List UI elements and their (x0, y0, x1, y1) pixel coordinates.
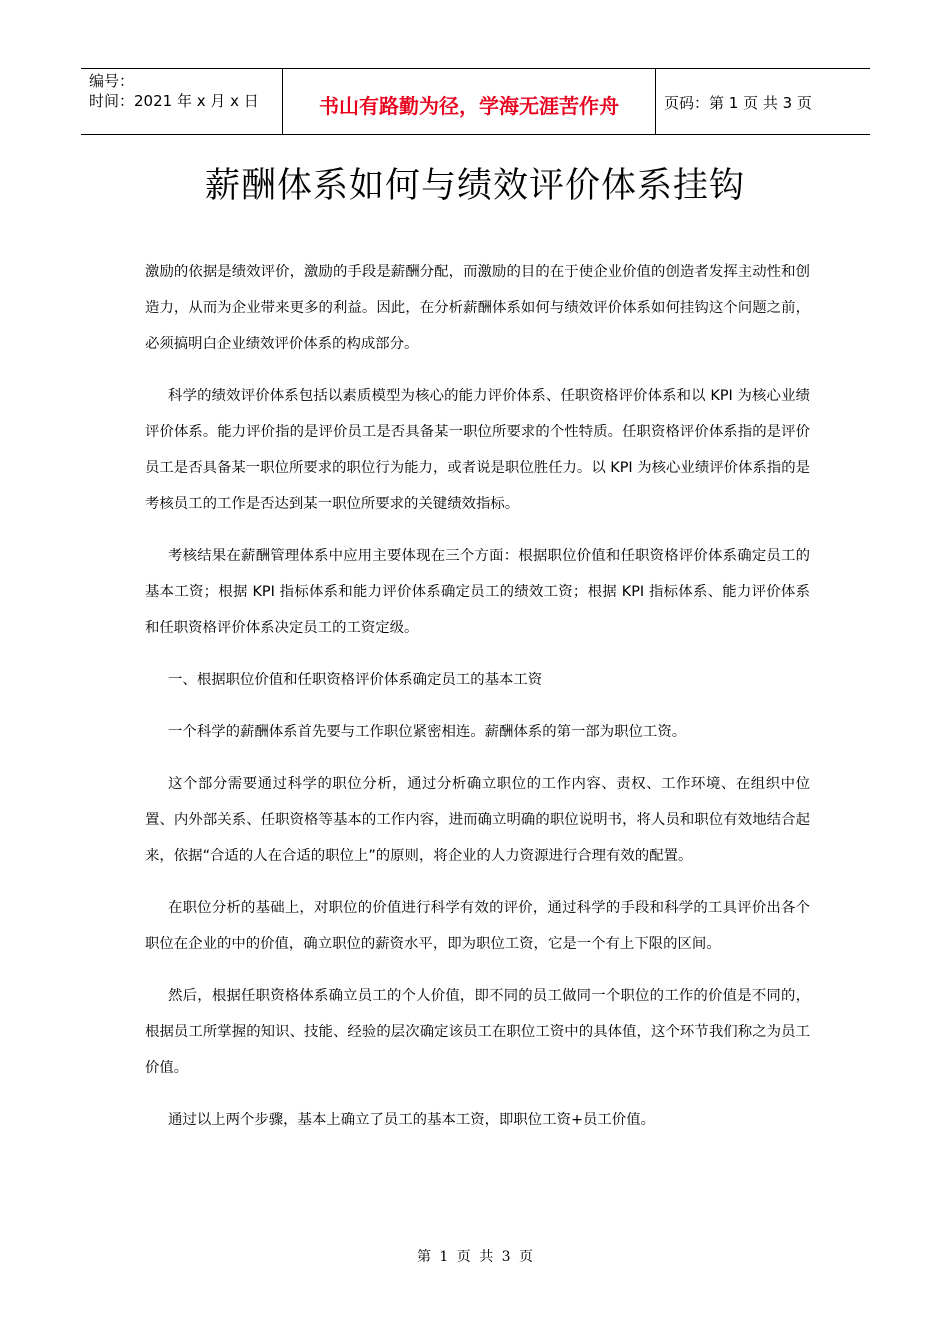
body-paragraph: 通过以上两个步骤，基本上确立了员工的基本工资，即职位工资+员工价值。 (168, 1112, 655, 1128)
document-body (145, 254, 810, 1138)
section-heading: 一、根据职位价值和任职资格评价体系确定员工的基本工资 (168, 672, 543, 688)
page-footer: 第 1 页 共 3 页 (416, 1249, 534, 1265)
document-title: 薪酬体系如何与绩效评价体系挂钩 (204, 166, 745, 206)
body-paragraph: 考核结果在薪酬管理体系中应用主要体现在三个方面：根据职位价值和任职资格评价体系确定员工的基本工资；根据 KPI 指标体系和能力评价体系确定员工的绩效工资；根据 KPI 指标体系、能力评价体系和任职资格评价体系决定员工的工资定级。 (145, 548, 810, 636)
body-paragraph: 这个部分需要通过科学的职位分析，通过分析确立职位的工作内容、责权、工作环境、在组织中位置、内外部关系、任职资格等基本的工作内容，进而确立明确的职位说明书，将人员和职位有效地结合起来，依据“合适的人在合适的职位上”的原则，将企业的人力资源进行合理有效的配置。 (145, 776, 810, 864)
header-page-info: 页码：第 1 页 共 3 页 (664, 94, 812, 112)
document-header (81, 68, 870, 135)
header-motto: 书山有路勤为径，学海无涯苦作舟 (282, 69, 656, 134)
document-date-label: 时间：2021 年 x 月 x 日 (89, 92, 259, 110)
body-paragraph: 激励的依据是绩效评价，激励的手段是薪酬分配，而激励的目的在于使企业价值的创造者发挥主动性和创造力，从而为企业带来更多的利益。因此，在分析薪酬体系如何与绩效评价体系如何挂钩这个问题之前，必须搞明白企业绩效评价体系的构成部分。 (145, 264, 810, 352)
header-meta (81, 69, 282, 134)
body-paragraph: 在职位分析的基础上，对职位的价值进行科学有效的评价，通过科学的手段和科学的工具评价出各个职位在企业的中的价值，确立职位的薪资水平，即为职位工资，它是一个有上下限的区间。 (145, 900, 810, 952)
document-number-label: 编号： (89, 72, 135, 90)
body-paragraph: 一个科学的薪酬体系首先要与工作职位紧密相连。薪酬体系的第一部为职位工资。 (168, 724, 687, 740)
body-paragraph: 然后，根据任职资格体系确立员工的个人价值，即不同的员工做同一个职位的工作的价值是不同的，根据员工所掌握的知识、技能、经验的层次确定该员工在职位工资中的具体值，这个环节我们称之为员工价值。 (145, 988, 810, 1076)
body-paragraph: 科学的绩效评价体系包括以素质模型为核心的能力评价体系、任职资格评价体系和以 KPI 为核心业绩评价体系。能力评价指的是评价员工是否具备某一职位所要求的个性特质。任职资格评价体系指的是评价员工是否具备某一职位所要求的职位行为能力，或者说是职位胜任力。以 KPI 为核心业绩评价体系指的是考核员工的工作是否达到某一职位所要求的关键绩效指标。 (145, 388, 810, 512)
